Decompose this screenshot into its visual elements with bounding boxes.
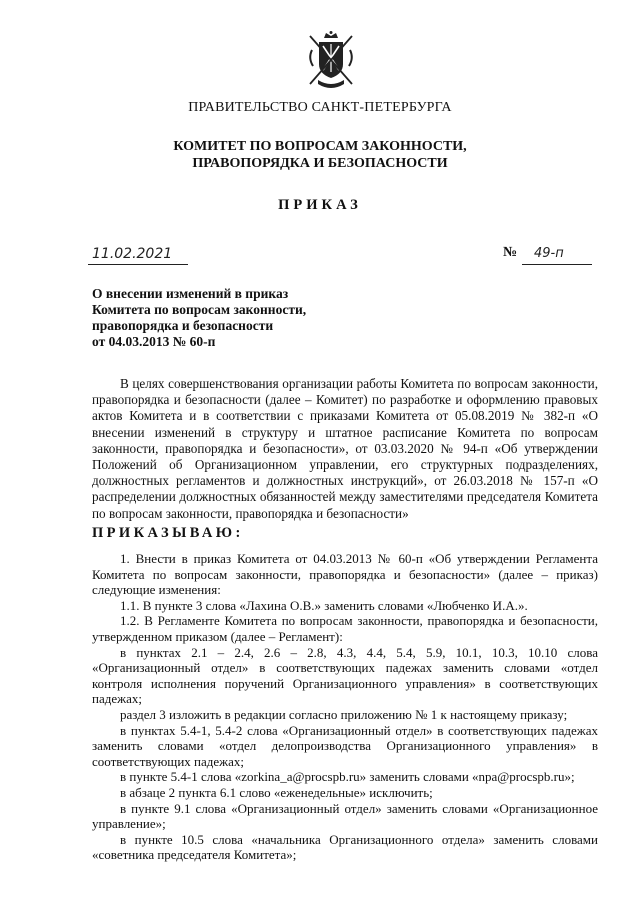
order-item: в пунктах 5.4-1, 5.4-2 слова «Организационный отдел» в соответствующих падежах заменить словами «отдел делопроизводства Организационного управления» в соответствующих падежах; — [92, 722, 598, 769]
committee-name — [0, 138, 640, 172]
number-label: № — [503, 245, 518, 260]
order-items — [92, 551, 598, 863]
subject-line1: О внесении изменений в приказ — [92, 286, 289, 301]
committee-name-line2: ПРАВОПОРЯДКА И БЕЗОПАСНОСТИ — [192, 156, 448, 171]
order-item: в пункте 10.5 слова «начальника Организационного отдела» заменить словами «советника председателя Комитета»; — [92, 831, 598, 863]
order-subject — [92, 286, 306, 350]
date-underline — [88, 264, 188, 265]
coat-of-arms-emblem — [304, 30, 358, 92]
subject-line4: от 04.03.2013 № 60-п — [92, 334, 216, 349]
committee-name-line1: КОМИТЕТ ПО ВОПРОСАМ ЗАКОННОСТИ, — [173, 139, 467, 154]
order-item: в пункте 5.4-1 слова «zorkina_a@procspb.ru» заменить словами «npa@procspb.ru»; — [120, 769, 575, 785]
order-directive-heading: ПРИКАЗЫВАЮ: — [92, 525, 244, 541]
subject-line2: Комитета по вопросам законности, — [92, 302, 307, 317]
subject-line3: правопорядка и безопасности — [92, 318, 274, 333]
number-underline — [522, 264, 592, 265]
order-item: в пункте 9.1 слова «Организационный отдел» заменить словами «Организационное управление»; — [92, 800, 598, 832]
order-item: в абзаце 2 пункта 6.1 слово «еженедельные» исключить; — [120, 784, 433, 800]
order-item: раздел 3 изложить в редакции согласно приложению № 1 к настоящему приказу; — [120, 706, 568, 722]
order-date: 11.02.2021 — [92, 246, 173, 262]
order-item: 1.1. В пункте 3 слова «Лахина О.В.» заменить словами «Любченко И.А.». — [120, 597, 528, 613]
document-type-title: ПРИКАЗ — [278, 197, 362, 213]
order-number: 49-п — [534, 246, 564, 261]
government-name: ПРАВИТЕЛЬСТВО САНКТ-ПЕТЕРБУРГА — [188, 100, 452, 115]
order-item: 1.2. В Регламенте Комитета по вопросам законности, правопорядка и безопасности, утвержденном приказом (далее – Регламент): — [92, 613, 598, 644]
preamble-paragraph: В целях совершенствования организации работы Комитета по вопросам законности, правопорядка и безопасности (далее – Комитет) по разработке и оформлению правовых актов Комитета и в соответствии с приказами Комитета от 05.08.2019 № 382-п «О внесении изменений в структуру и штатное расписание Комитета по вопросам законности, правопорядка и безопасности», от 03.03.2020 № 94-п «Об утверждении Положений об Организационном управлении, его структурных подразделениях, должностных регламентов и должностных инструкций», от 26.03.2018 № 157-п «О распределении должностных обязанностей между заместителями председателя Комитета по вопросам законности, правопорядка и безопасности» — [92, 376, 598, 521]
order-item: в пунктах 2.1 – 2.4, 2.6 – 2.8, 4.3, 4.4, 5.4, 5.9, 10.1, 10.3, 10.10 слова «Организационный отдел» в соответствующих падежах заменить словами «отдел контроля исполнения поручений Организационного управления» в соответствующих падежах; — [92, 644, 598, 707]
order-item: 1. Внести в приказ Комитета от 04.03.2013 № 60-п «Об утверждении Регламента Комитета по вопросам законности, правопорядка и безопасности» (далее – приказ) следующие изменения: — [92, 551, 598, 598]
